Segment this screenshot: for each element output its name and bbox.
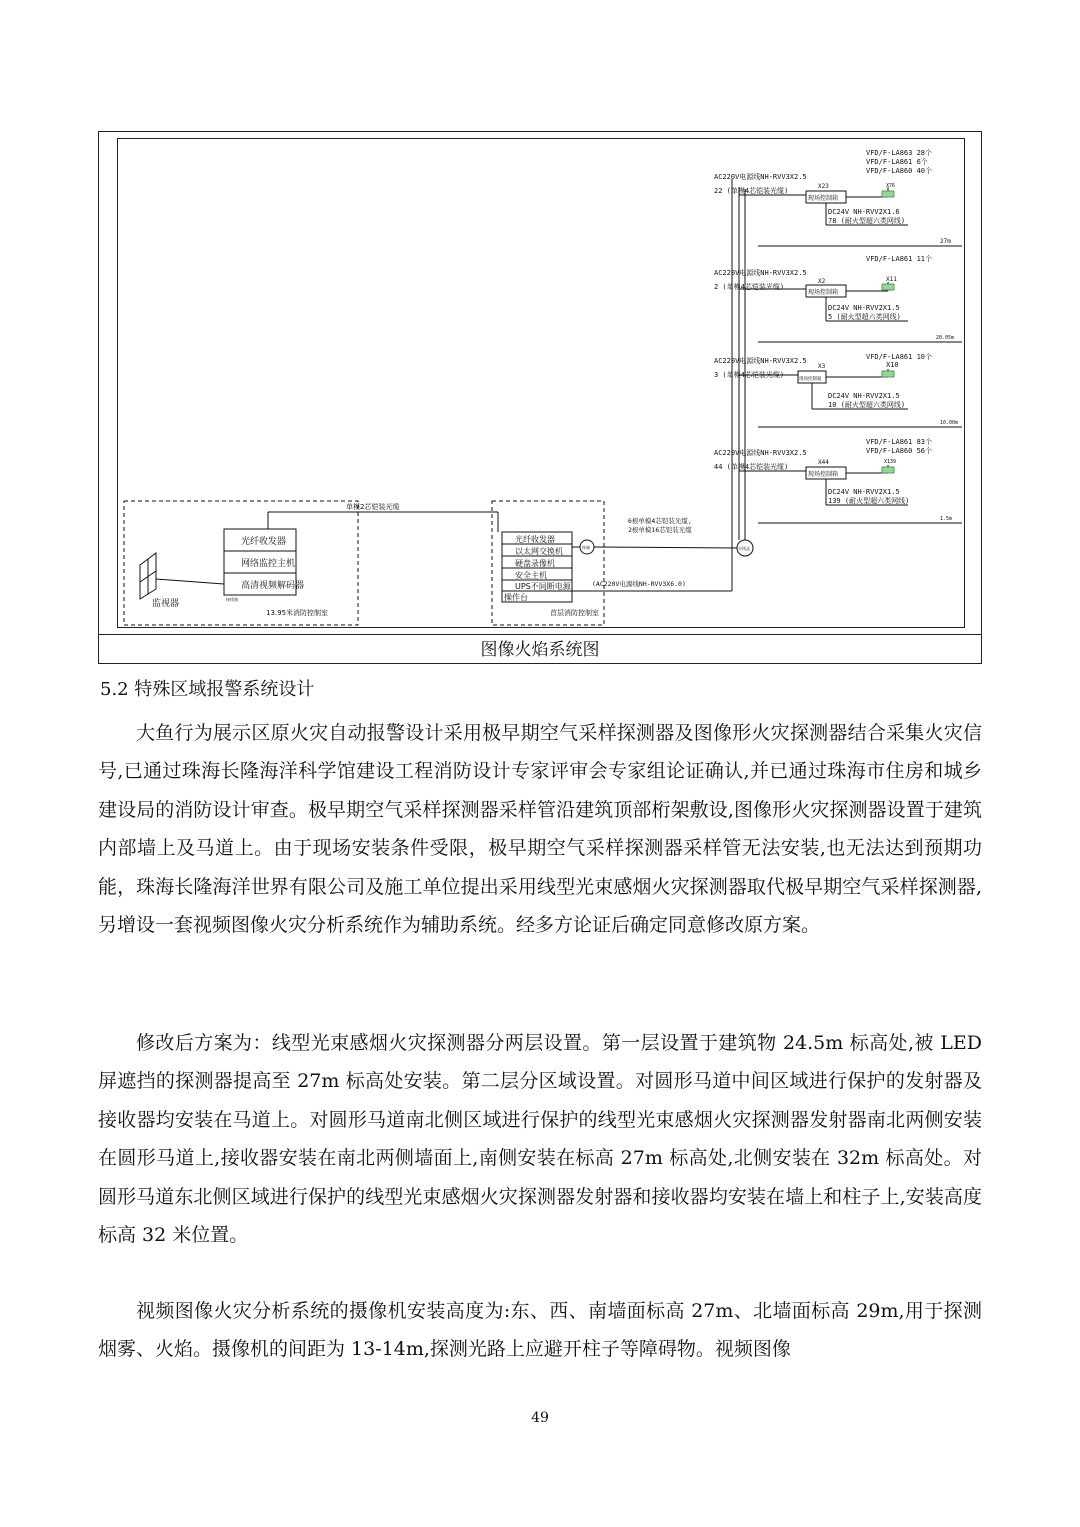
controller-label: 现场控制箱 bbox=[808, 289, 839, 296]
detector-code: X76 bbox=[886, 183, 896, 189]
equipment-label: 硬盘录像机 bbox=[515, 559, 555, 568]
detector-code: X11 bbox=[886, 276, 897, 283]
power-cable-label: AC220V电源线NH-RVV3X2.5 bbox=[714, 357, 807, 365]
controller-label: 现场控制箱 bbox=[808, 471, 839, 478]
power-main-label: (AC220V电源线NH-RVV3X6.0) bbox=[592, 580, 686, 588]
detector-icon bbox=[882, 191, 894, 197]
equipment-label: 高清视频解码器 bbox=[241, 581, 305, 591]
junction-box-label: 接线箱 bbox=[226, 597, 238, 602]
detector-code: X10 bbox=[886, 361, 899, 369]
detector-icon bbox=[882, 371, 894, 377]
branch-model: VFD/F-LA861 10个 bbox=[866, 353, 933, 361]
node-code: X44 bbox=[818, 459, 829, 466]
equipment-label: 以太网交换机 bbox=[515, 547, 563, 556]
terminal-junction-label: 终端 bbox=[582, 545, 590, 550]
branch-model: VFD/F-LA860 40个 bbox=[866, 167, 933, 175]
signal-cable-label: DC24V NH-RVV2X1.5 bbox=[828, 304, 900, 312]
section-heading: 5.2 特殊区域报警系统设计 bbox=[100, 679, 315, 700]
page-number: 49 bbox=[531, 1410, 549, 1426]
room-name: 13.95米消防控制室 bbox=[266, 609, 329, 617]
fiber-count-label: 2 (单模4芯铠装光缆) bbox=[714, 283, 785, 291]
signal-note-label: 5 (耐火型超六类网线) bbox=[828, 313, 901, 321]
body-paragraph: 视频图像火灾分析系统的摄像机安装高度为:东、西、南墙面标高 27m、北墙面标高 29m,用于探测烟雾、火焰。摄像机的间距为 13-14m,探测光路上应避开柱子等障碍物。视频图像 bbox=[98, 1300, 982, 1361]
branch-model: VFD/F-LA861 11个 bbox=[866, 255, 933, 263]
fiber-count-label: 22 (单模4芯铠装光缆) bbox=[714, 187, 789, 195]
signal-cable-label: DC24V NH-RVV2X1.6 bbox=[828, 208, 900, 216]
fiber-link-label: 单模2芯铠装光缆 bbox=[346, 503, 400, 511]
signal-cable-label: DC24V NH-RVV2X1.5 bbox=[828, 488, 900, 496]
monitor-icon bbox=[140, 553, 156, 599]
cabinet-label: 操作台 bbox=[504, 593, 528, 602]
level-label: 1.5m bbox=[940, 516, 953, 522]
fiber-count-label: 44 (单模4芯铠装光缆) bbox=[714, 463, 789, 471]
fiber-note: 6根单模4芯铠装光缆, bbox=[628, 517, 692, 525]
body-paragraph: 大鱼行为展示区原火灾自动报警设计采用极早期空气采样探测器及图像形火灾探测器结合采集火灾信号,已通过珠海长隆海洋科学馆建设工程消防设计专家评审会专家组论证确认,并已通过珠海市住房和城乡建设局的消防设计审查。极早期空气采样探测器采样管沿建筑顶部桁架敷设,图像形火灾探测器设置于建筑内部墙上及马道上。由于现场安装条件受限，极早期空气采样探测器采样管无法安装,也无法达到预期功能，珠海长隆海洋世界有限公司及施工单位提出采用线型光束感烟火灾探测器取代极早期空气采样探测器,另增设一套视频图像火灾分析系统作为辅助系统。经多方论证后确定同意修改原方案。 bbox=[98, 722, 982, 937]
monitor-label: 监视器 bbox=[152, 599, 180, 609]
detector-icon bbox=[882, 284, 894, 290]
signal-note-label: 10 (耐火型超六类网线) bbox=[828, 401, 906, 409]
node-code: X23 bbox=[818, 183, 829, 190]
power-cable-label: AC220V电源线NH-RVV3X2.5 bbox=[714, 173, 807, 181]
power-cable-label: AC220V电源线NH-RVV3X2.5 bbox=[714, 269, 807, 277]
power-cable-label: AC220V电源线NH-RVV3X2.5 bbox=[714, 449, 807, 457]
fire-video-system-diagram bbox=[117, 138, 965, 628]
signal-note-label: 78 (耐火型超六类网线) bbox=[828, 217, 906, 225]
controller-label: 现场控制箱 bbox=[799, 377, 822, 382]
equipment-label: 安全主机 bbox=[515, 571, 547, 580]
detector-code: X139 bbox=[884, 459, 897, 465]
figure-frame bbox=[98, 131, 982, 664]
branch-model: VFD/F-LA861 83个 bbox=[866, 438, 933, 446]
controller-label: 现场控制箱 bbox=[808, 195, 839, 202]
equipment-label: 网络监控主机 bbox=[241, 559, 296, 569]
body-paragraph: 修改后方案为：线型光束感烟火灾探测器分两层设置。第一层设置于建筑物 24.5m 标高处,被 LED 屏遮挡的探测器提高至 27m 标高处安装。第二层分区域设置。对圆形马道中间区域进行保护的发射器及接收器均安装在马道上。对圆形马道南北侧区域进行保护的线型光束感烟火灾探测器发射器南北两侧安装在圆形马道上,接收器安装在南北两侧墙面上,南侧安装在标高 27m 标高处,北侧安装在 32m 标高处。对圆形马道东北侧区域进行保护的线型光束感烟火灾探测器发射器和接收器均安装在墙上和柱子上,安装高度标高 32 米位置。 bbox=[98, 1032, 982, 1247]
fiber-note: 2根单模16芯铠装光缆 bbox=[628, 526, 692, 534]
equipment-label: UPS不间断电源 bbox=[515, 582, 571, 591]
level-label: 20.05m bbox=[936, 335, 955, 341]
signal-cable-label: DC24V NH-RVV2X1.5 bbox=[828, 392, 900, 400]
node-code: X2 bbox=[818, 278, 826, 285]
fiber-count-label: 3 (单模4芯铠装光缆) bbox=[714, 371, 785, 379]
room-name: 首层消防控制室 bbox=[550, 609, 599, 617]
equipment-label: 光纤收发器 bbox=[241, 537, 287, 547]
branch-model: VFD/F-LA861 6个 bbox=[866, 158, 928, 166]
signal-note-label: 139 (耐火型超六类网线) bbox=[828, 497, 910, 505]
node-code: X3 bbox=[818, 363, 826, 370]
detector-icon bbox=[882, 467, 894, 473]
branch-model: VFD/F-LA863 28个 bbox=[866, 149, 933, 157]
diagram-canvas bbox=[118, 139, 966, 629]
branch-model: VFD/F-LA860 56个 bbox=[866, 447, 933, 455]
equipment-label: 光纤收发器 bbox=[515, 535, 555, 544]
figure-caption: 图像火焰系统图 bbox=[99, 634, 981, 665]
distribution-box-label: 分线盒 bbox=[738, 546, 750, 551]
level-label: 27m bbox=[940, 238, 951, 245]
level-label: 10.00m bbox=[940, 420, 959, 426]
